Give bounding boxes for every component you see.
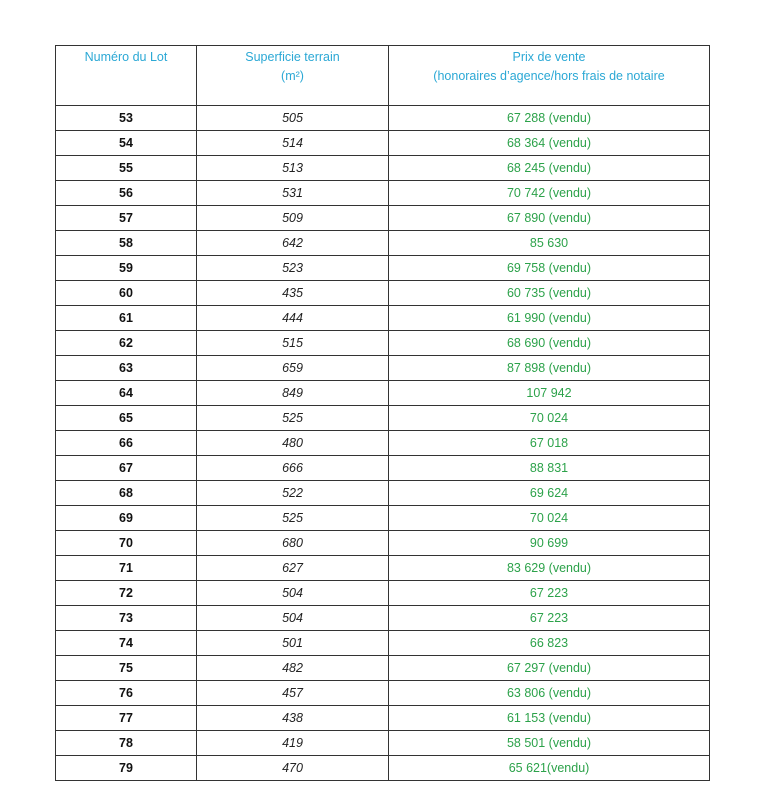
lot-number-cell: 53 (56, 106, 197, 131)
land-area-cell: 438 (197, 706, 389, 731)
land-area-cell: 504 (197, 581, 389, 606)
sale-price-cell: 85 630 (389, 231, 710, 256)
sale-price-cell: 63 806 (vendu) (389, 681, 710, 706)
lot-number-cell: 76 (56, 681, 197, 706)
land-area-cell: 501 (197, 631, 389, 656)
lot-number-cell: 74 (56, 631, 197, 656)
table-row (56, 306, 710, 331)
lot-number-cell: 66 (56, 431, 197, 456)
lot-number-cell: 61 (56, 306, 197, 331)
sale-price-cell: 69 624 (389, 481, 710, 506)
lot-number-cell: 54 (56, 131, 197, 156)
lot-number-cell: 58 (56, 231, 197, 256)
lot-number-cell: 69 (56, 506, 197, 531)
lot-number-cell: 60 (56, 281, 197, 306)
land-area-cell: 531 (197, 181, 389, 206)
lot-number-cell: 59 (56, 256, 197, 281)
table-row (56, 206, 710, 231)
lot-number-cell: 62 (56, 331, 197, 356)
table-row (56, 356, 710, 381)
table-row (56, 506, 710, 531)
header-area-unit: (m²) (281, 69, 304, 83)
lot-number-cell: 78 (56, 731, 197, 756)
sale-price-cell: 68 245 (vendu) (389, 156, 710, 181)
sale-price-cell: 70 024 (389, 506, 710, 531)
lot-number-cell: 72 (56, 581, 197, 606)
lot-number-cell: 65 (56, 406, 197, 431)
land-area-cell: 642 (197, 231, 389, 256)
table-row (56, 706, 710, 731)
sale-price-cell: 66 823 (389, 631, 710, 656)
lot-number-cell: 57 (56, 206, 197, 231)
sale-price-cell: 60 735 (vendu) (389, 281, 710, 306)
sale-price-cell: 65 621(vendu) (389, 756, 710, 781)
table-row (56, 556, 710, 581)
land-area-cell: 666 (197, 456, 389, 481)
header-price-label: Prix de vente (512, 50, 586, 64)
lot-number-cell: 56 (56, 181, 197, 206)
land-area-cell: 505 (197, 106, 389, 131)
lot-number-cell: 63 (56, 356, 197, 381)
table-row (56, 431, 710, 456)
sale-price-cell: 67 223 (389, 581, 710, 606)
header-land-area (197, 46, 389, 106)
lot-number-cell: 67 (56, 456, 197, 481)
sale-price-cell: 90 699 (389, 531, 710, 556)
lot-number-cell: 68 (56, 481, 197, 506)
sale-price-cell: 61 990 (vendu) (389, 306, 710, 331)
sale-price-cell: 107 942 (389, 381, 710, 406)
table-row (56, 281, 710, 306)
table-header-row (56, 46, 710, 106)
sale-price-cell: 67 890 (vendu) (389, 206, 710, 231)
land-area-cell: 457 (197, 681, 389, 706)
land-area-cell: 509 (197, 206, 389, 231)
land-area-cell: 515 (197, 331, 389, 356)
lot-number-cell: 70 (56, 531, 197, 556)
table-row (56, 156, 710, 181)
land-area-cell: 849 (197, 381, 389, 406)
lot-number-cell: 77 (56, 706, 197, 731)
table-row (56, 481, 710, 506)
sale-price-cell: 68 364 (vendu) (389, 131, 710, 156)
table-row (56, 631, 710, 656)
land-area-cell: 482 (197, 656, 389, 681)
land-area-cell: 419 (197, 731, 389, 756)
table-row (56, 331, 710, 356)
lot-number-cell: 64 (56, 381, 197, 406)
land-area-cell: 514 (197, 131, 389, 156)
header-lot-number (56, 46, 197, 106)
table-row (56, 381, 710, 406)
table-row (56, 181, 710, 206)
lot-number-cell: 75 (56, 656, 197, 681)
land-area-cell: 680 (197, 531, 389, 556)
sale-price-cell: 67 223 (389, 606, 710, 631)
sale-price-cell: 70 742 (vendu) (389, 181, 710, 206)
table-row (56, 131, 710, 156)
lot-number-cell: 79 (56, 756, 197, 781)
table-row (56, 256, 710, 281)
land-area-cell: 523 (197, 256, 389, 281)
table-row (56, 456, 710, 481)
land-area-cell: 525 (197, 406, 389, 431)
sale-price-cell: 67 288 (vendu) (389, 106, 710, 131)
table-row (56, 756, 710, 781)
lot-number-cell: 55 (56, 156, 197, 181)
table-row (56, 231, 710, 256)
table-row (56, 656, 710, 681)
table-row (56, 406, 710, 431)
table-row (56, 531, 710, 556)
sale-price-cell: 83 629 (vendu) (389, 556, 710, 581)
header-sale-price (389, 46, 710, 106)
sale-price-cell: 70 024 (389, 406, 710, 431)
land-area-cell: 480 (197, 431, 389, 456)
sale-price-cell: 67 018 (389, 431, 710, 456)
land-area-cell: 627 (197, 556, 389, 581)
land-area-cell: 659 (197, 356, 389, 381)
sale-price-cell: 67 297 (vendu) (389, 656, 710, 681)
lots-price-table (55, 45, 710, 781)
table-row (56, 581, 710, 606)
sale-price-cell: 69 758 (vendu) (389, 256, 710, 281)
land-area-cell: 525 (197, 506, 389, 531)
land-area-cell: 504 (197, 606, 389, 631)
land-area-cell: 470 (197, 756, 389, 781)
sale-price-cell: 87 898 (vendu) (389, 356, 710, 381)
lot-number-cell: 71 (56, 556, 197, 581)
lot-number-cell: 73 (56, 606, 197, 631)
sale-price-cell: 88 831 (389, 456, 710, 481)
header-lot-label: Numéro du Lot (84, 50, 168, 64)
sale-price-cell: 68 690 (vendu) (389, 331, 710, 356)
land-area-cell: 435 (197, 281, 389, 306)
table-row (56, 731, 710, 756)
sale-price-cell: 61 153 (vendu) (389, 706, 710, 731)
land-area-cell: 444 (197, 306, 389, 331)
header-price-note: (honoraires d’agence/hors frais de notaire (433, 69, 665, 83)
header-area-label: Superficie terrain (245, 50, 340, 64)
table-row (56, 681, 710, 706)
land-area-cell: 513 (197, 156, 389, 181)
sale-price-cell: 58 501 (vendu) (389, 731, 710, 756)
table-row (56, 606, 710, 631)
land-area-cell: 522 (197, 481, 389, 506)
table-row (56, 106, 710, 131)
